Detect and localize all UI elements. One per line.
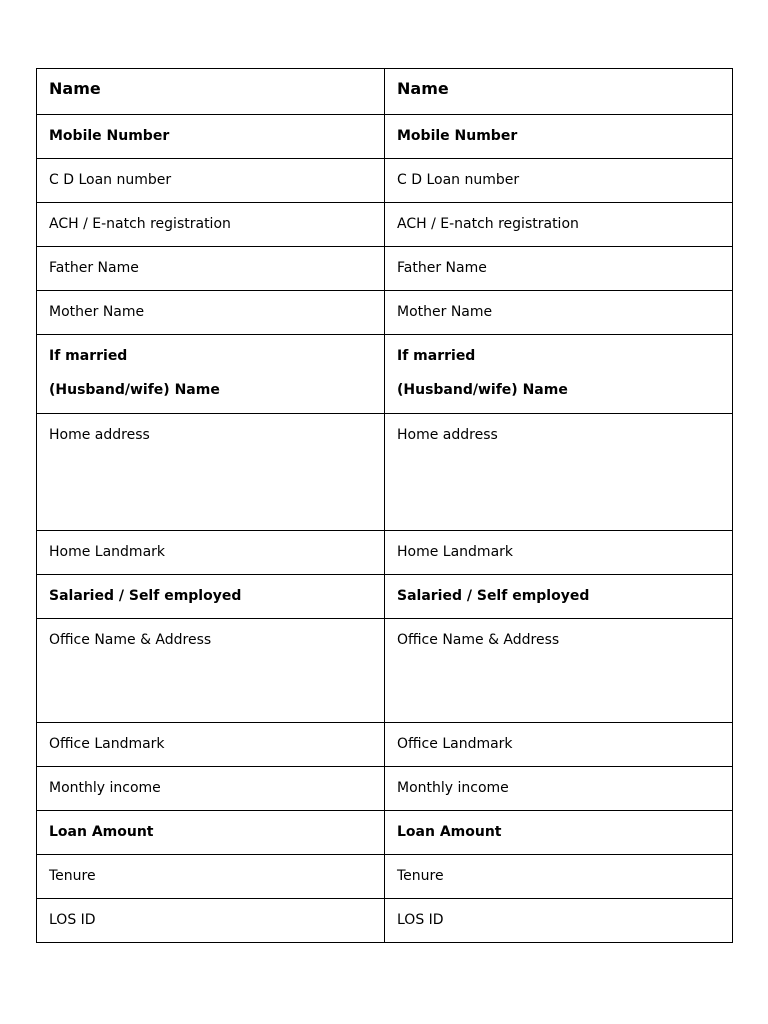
office-address-cell: [37, 619, 385, 723]
table-row: [37, 619, 733, 723]
employment-type-cell: [385, 575, 733, 619]
table-row: [37, 811, 733, 855]
office-landmark-label: Office Landmark: [49, 736, 165, 752]
office-landmark-cell: [385, 723, 733, 767]
home-address-label: Home address: [49, 427, 150, 443]
spouse-name-label: (Husband/wife) Name: [397, 382, 568, 398]
monthly-income-label: Monthly income: [397, 780, 509, 796]
father-name-cell: [37, 247, 385, 291]
monthly-income-cell: [37, 767, 385, 811]
home-landmark-label: Home Landmark: [49, 544, 166, 560]
home-landmark-cell: [385, 531, 733, 575]
tenure-cell: [385, 855, 733, 899]
office-landmark-label: Office Landmark: [397, 736, 513, 752]
office-address-cell: [385, 619, 733, 723]
office-landmark-cell: [37, 723, 385, 767]
table-row: [37, 767, 733, 811]
monthly-income-label: Monthly income: [49, 780, 161, 796]
ach-registration-cell: [37, 203, 385, 247]
mother-name-cell: [385, 291, 733, 335]
name-cell: [37, 69, 385, 115]
employment-type-cell: [37, 575, 385, 619]
table-row: [37, 723, 733, 767]
loan-amount-cell: [37, 811, 385, 855]
table-row: [37, 247, 733, 291]
name-label: Name: [397, 79, 449, 98]
father-name-cell: [385, 247, 733, 291]
home-address-label: Home address: [397, 427, 498, 443]
mother-name-cell: [37, 291, 385, 335]
name-cell: [385, 69, 733, 115]
spouse-name-cell: [385, 335, 733, 414]
ach-registration-label: ACH / E-natch registration: [397, 216, 579, 232]
if-married-label: If married: [397, 348, 476, 364]
spouse-name-label: (Husband/wife) Name: [49, 382, 220, 398]
name-label: Name: [49, 79, 101, 98]
father-name-label: Father Name: [397, 260, 487, 276]
table-row: [37, 159, 733, 203]
loan-number-cell: [37, 159, 385, 203]
table-row: [37, 575, 733, 619]
table-row: [37, 855, 733, 899]
home-landmark-cell: [37, 531, 385, 575]
tenure-label: Tenure: [49, 868, 96, 884]
father-name-label: Father Name: [49, 260, 139, 276]
tenure-label: Tenure: [397, 868, 444, 884]
los-id-cell: [385, 899, 733, 943]
mother-name-label: Mother Name: [397, 304, 493, 320]
home-address-cell: [37, 414, 385, 531]
office-address-label: Office Name & Address: [397, 632, 560, 648]
tenure-cell: [37, 855, 385, 899]
ach-registration-cell: [385, 203, 733, 247]
los-id-label: LOS ID: [49, 912, 96, 928]
table-row: [37, 203, 733, 247]
mobile-number-cell: [385, 115, 733, 159]
table-row: [37, 899, 733, 943]
spouse-name-cell: [37, 335, 385, 414]
if-married-label: If married: [49, 348, 128, 364]
mobile-number-label: Mobile Number: [397, 128, 518, 144]
table-row: [37, 335, 733, 414]
table-row: [37, 69, 733, 115]
loan-amount-label: Loan Amount: [49, 824, 154, 840]
loan-number-label: C D Loan number: [397, 172, 520, 188]
mother-name-label: Mother Name: [49, 304, 145, 320]
mobile-number-cell: [37, 115, 385, 159]
los-id-cell: [37, 899, 385, 943]
table-row: [37, 291, 733, 335]
ach-registration-label: ACH / E-natch registration: [49, 216, 231, 232]
mobile-number-label: Mobile Number: [49, 128, 170, 144]
loan-amount-cell: [385, 811, 733, 855]
home-address-cell: [385, 414, 733, 531]
loan-amount-label: Loan Amount: [397, 824, 502, 840]
table-row: [37, 531, 733, 575]
customer-details-table: [36, 68, 733, 943]
table-row: [37, 414, 733, 531]
office-address-label: Office Name & Address: [49, 632, 212, 648]
table-row: [37, 115, 733, 159]
employment-type-label: Salaried / Self employed: [397, 588, 590, 604]
employment-type-label: Salaried / Self employed: [49, 588, 242, 604]
loan-number-label: C D Loan number: [49, 172, 172, 188]
los-id-label: LOS ID: [397, 912, 444, 928]
home-landmark-label: Home Landmark: [397, 544, 514, 560]
loan-number-cell: [385, 159, 733, 203]
monthly-income-cell: [385, 767, 733, 811]
